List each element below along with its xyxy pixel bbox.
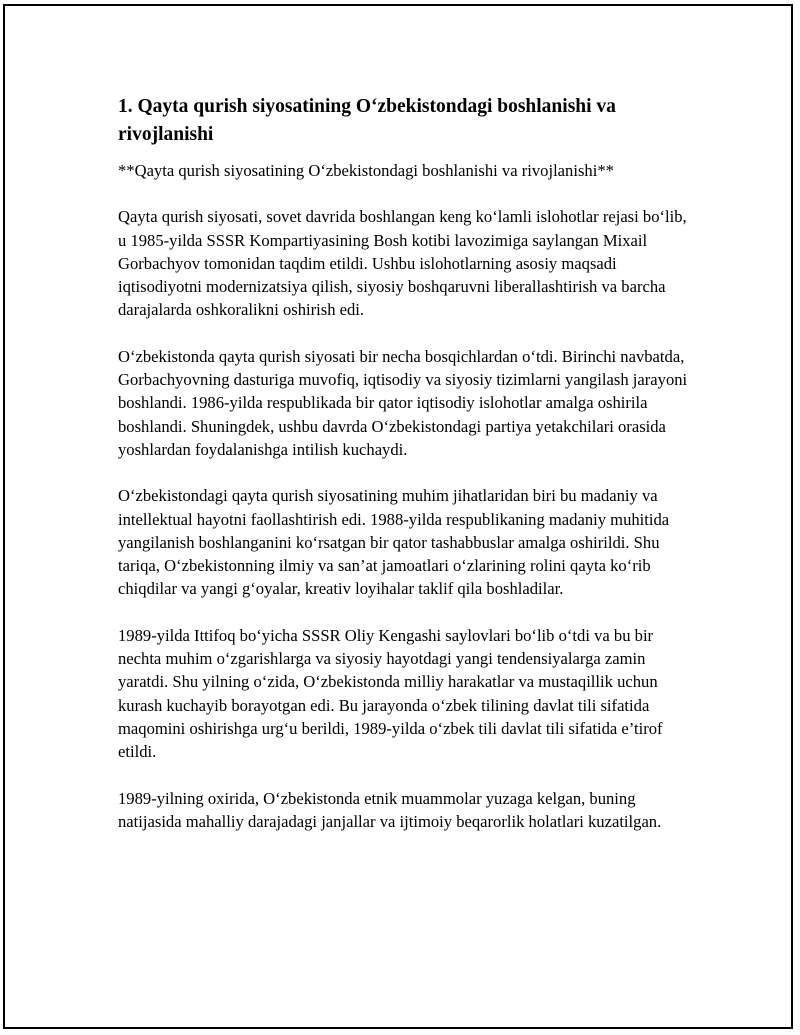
document-body bbox=[118, 93, 698, 833]
paragraph-2: O‘zbekistonda qayta qurish siyosati bir necha bosqichlardan o‘tdi. Birinchi navbatda, Gorbachyovning dasturiga muvofiq, iqtisodiy va siyosiy tizimlarni yangilash jarayoni boshlandi. 1986-yilda respublikada bir qator iqtisodiy islohotlar amalga oshirila boshlandi. Shuningdek, ushbu davrda O‘zbekistondagi partiya yetakchilari orasida yoshlardan foydalanishga intilish kuchaydi. bbox=[118, 346, 688, 459]
paragraph-4: 1989-yilda Ittifoq bo‘yicha SSSR Oliy Kengashi saylovlari bo‘lib o‘tdi va bu bir nechta muhim o‘zgarishlarga va siyosiy hayotdagi yangi tendensiyalarga zamin yaratdi. Shu yilning o‘zida, O‘zbekistonda milliy harakatlar va mustaqillik uchun kurash kuchayib borayotgan edi. Bu jarayonda o‘zbek tilining davlat tili sifatida maqomini oshirishga urg‘u berildi, 1989-yilda o‘zbek tili davlat tili sifatida e’tirof etildi. bbox=[118, 625, 663, 762]
paragraph-5: 1989-yilning oxirida, O‘zbekistonda etnik muammolar yuzaga kelgan, buning natijasida mahalliy darajadagi janjallar va ijtimoiy beqarorlik holatlari kuzatilgan. bbox=[118, 788, 662, 831]
paragraph-1: Qayta qurish siyosati, sovet davrida boshlangan keng ko‘lamli islohotlar rejasi bo‘lib, u 1985-yilda SSSR Kompartiyasining Bosh kotibi lavozimiga saylangan Mixail Gorbachyov tomonidan taqdim etildi. Ushbu islohotlarning asosiy maqsadi iqtisodiyotni modernizatsiya qilish, siyosiy boshqaruvni liberallashtirish va barcha darajalarda oshkoralikni oshirish edi. bbox=[118, 207, 687, 320]
section-subheading: **Qayta qurish siyosatining O‘zbekistondagi boshlanishi va rivojlanishi** bbox=[118, 161, 614, 180]
paragraph-3: O‘zbekistondagi qayta qurish siyosatining muhim jihatlaridan biri bu madaniy va intellektual hayotni faollashtirish edi. 1988-yilda respublikaning madaniy muhitida yangilanish boshlanganini ko‘rsatgan bir qator tashabbuslar amalga oshirildi. Shu tariqa, O‘zbekistonning ilmiy va san’at jamoatlari o‘zlarining rolini qayta ko‘rib chiqdilar va yangi g‘oyalar, kreativ loyihalar taklif qila boshladilar. bbox=[118, 486, 670, 599]
section-heading: 1. Qayta qurish siyosatining O‘zbekistondagi boshlanishi va rivojlanishi bbox=[118, 96, 616, 145]
